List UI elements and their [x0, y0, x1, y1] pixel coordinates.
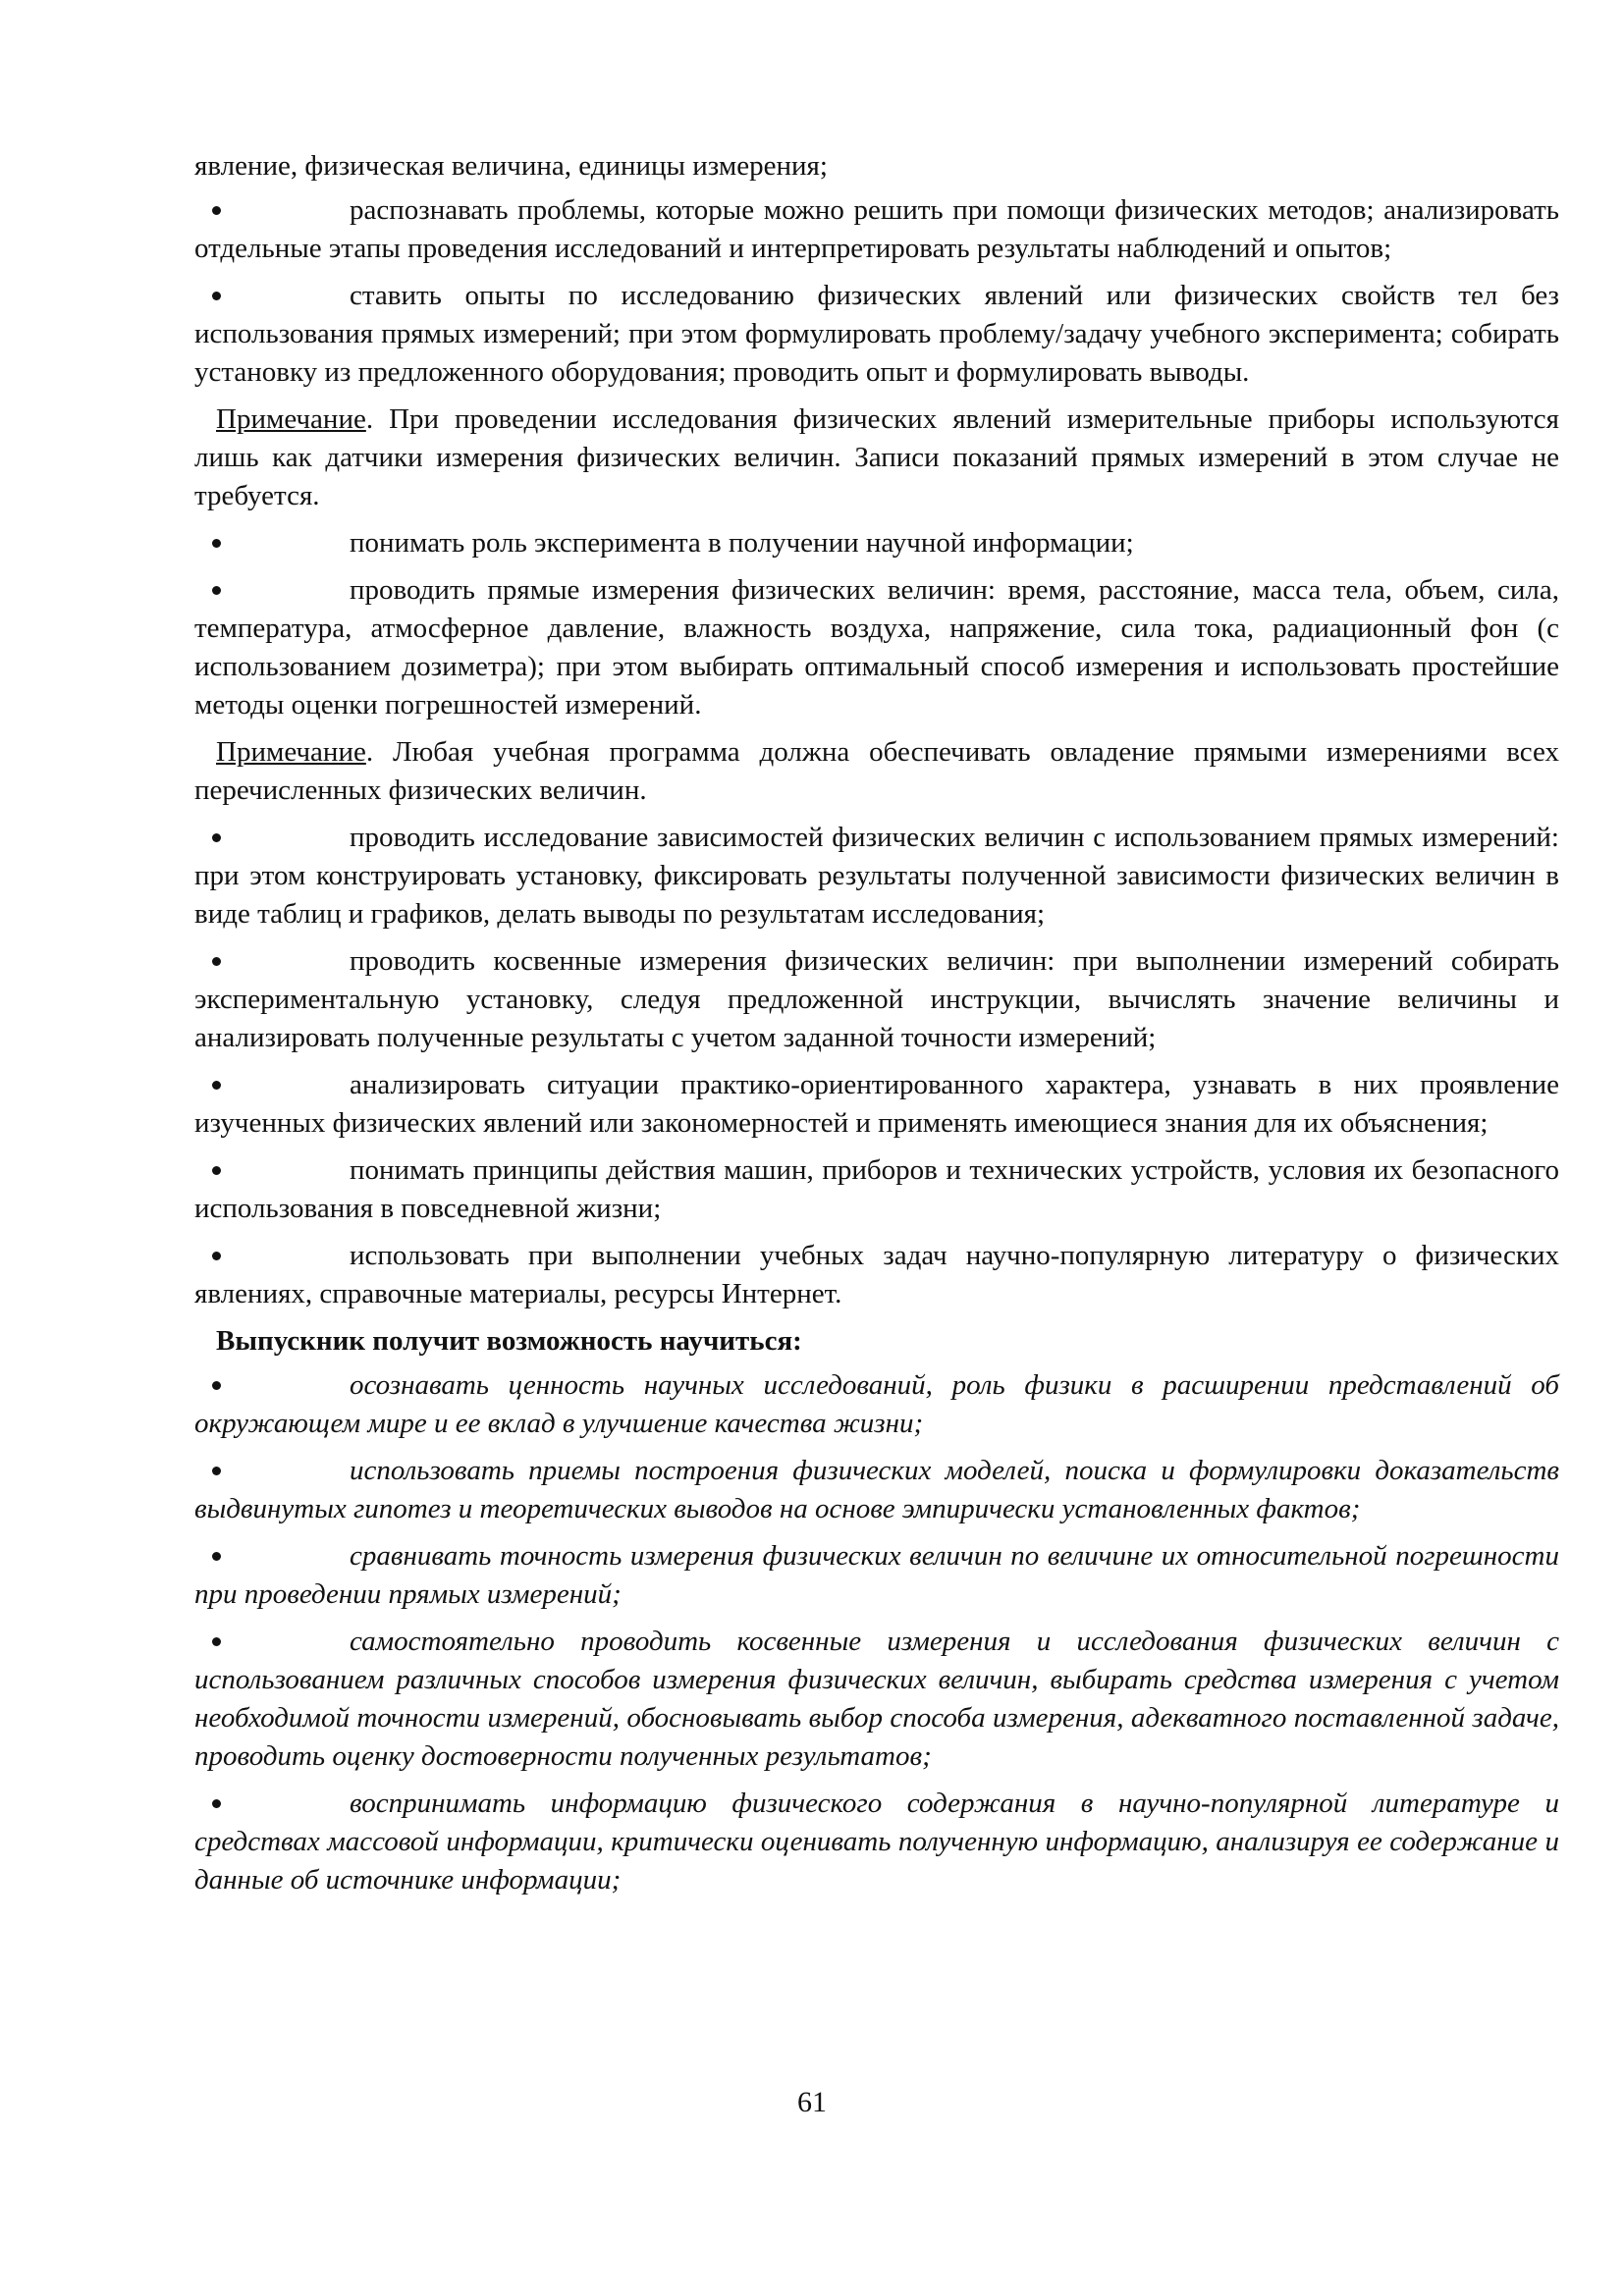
bullet-dot-icon	[212, 1467, 221, 1475]
bullet-text: понимать принципы действия машин, приборов и технических устройств, условия их безопасного использования в повседневной жизни;	[194, 1154, 1559, 1224]
page-content	[194, 147, 1559, 1908]
bullet-dot-icon	[212, 1252, 221, 1260]
bullet-text: воспринимать информацию физического содержания в научно-популярной литературе и средствах массовой информации, критически оценивать полученную информацию, анализируя ее содержание и данные об источнике информации;	[194, 1788, 1559, 1896]
bullet-item	[194, 277, 1559, 392]
bullet-text: использовать при выполнении учебных задач научно-популярную литературу о физических явлениях, справочные материалы, ресурсы Интернет.	[194, 1240, 1559, 1309]
note-label: Примечание	[216, 403, 366, 435]
bullet-item	[194, 1785, 1559, 1899]
note-text: . Любая учебная программа должна обеспечивать овладение прямыми измерениями всех перечисленных физических величин.	[194, 736, 1559, 806]
bullet-text: осознавать ценность научных исследований, роль физики в расширении представлений об окружающем мире и ее вклад в улучшение качества жизни;	[194, 1369, 1559, 1439]
bullet-item	[194, 571, 1559, 724]
bullet-item	[194, 524, 1559, 562]
section-heading: Выпускник получит возможность научиться:	[216, 1325, 802, 1357]
bullet-dot-icon	[212, 1381, 221, 1390]
bullet-dot-icon	[212, 206, 221, 215]
bullet-item	[194, 1537, 1559, 1614]
bullet-item	[194, 1452, 1559, 1528]
bullet-dot-icon	[212, 1552, 221, 1561]
bullet-text: понимать роль эксперимента в получении научной информации;	[350, 527, 1134, 559]
bullet-item	[194, 1066, 1559, 1143]
bullet-dot-icon	[212, 833, 221, 842]
bullet-dot-icon	[212, 957, 221, 966]
bullet-dot-icon	[212, 586, 221, 595]
bullet-text: использовать приемы построения физических моделей, поиска и формулировки доказательств выдвинутых гипотез и теоретических выводов на основе эмпирически установленных фактов;	[194, 1455, 1559, 1524]
bullet-item	[194, 191, 1559, 268]
note-paragraph	[194, 400, 1559, 515]
bullet-text: проводить косвенные измерения физических величин: при выполнении измерений собирать экспериментальную установку, следуя предложенной инструкции, вычислять значение величины и анализировать полученные результаты с учетом заданной точности измерений;	[194, 945, 1559, 1053]
bullet-text: анализировать ситуации практико-ориентированного характера, узнавать в них проявление изученных физических явлений или закономерностей и применять имеющиеся знания для их объяснения;	[194, 1069, 1559, 1139]
bullet-dot-icon	[212, 1081, 221, 1090]
bullet-dot-icon	[212, 1166, 221, 1175]
bullet-text: проводить прямые измерения физических величин: время, расстояние, масса тела, объем, сила, температура, атмосферное давление, влажность воздуха, напряжение, сила тока, радиационный фон (с использованием дозиметра); при этом выбирать оптимальный способ измерения и использовать простейшие методы оценки погрешностей измерений.	[194, 574, 1559, 721]
note-paragraph	[194, 733, 1559, 810]
bullet-text: распознавать проблемы, которые можно решить при помощи физических методов; анализировать отдельные этапы проведения исследований и интерпретировать результаты наблюдений и опытов;	[194, 194, 1559, 264]
note-text: . При проведении исследования физических явлений измерительные приборы используются лишь как датчики измерения физических величин. Записи показаний прямых измерений в этом случае не требуется.	[194, 403, 1559, 511]
bullet-text: самостоятельно проводить косвенные измерения и исследования физических величин с использованием различных способов измерения физических величин, выбирать средства измерения с учетом необходимой точности измерений, обосновывать выбор способа измерения, адекватного поставленной задаче, проводить оценку достоверности полученных результатов;	[194, 1626, 1559, 1772]
bullet-dot-icon	[212, 539, 221, 548]
bullet-text: сравнивать точность измерения физических величин по величине их относительной погрешности при проведении прямых измерений;	[194, 1540, 1559, 1610]
bullet-item	[194, 1151, 1559, 1228]
bullet-dot-icon	[212, 1799, 221, 1808]
note-label: Примечание	[216, 736, 366, 768]
bullet-item	[194, 1366, 1559, 1443]
bullet-item	[194, 819, 1559, 934]
bullet-item	[194, 942, 1559, 1057]
bullet-dot-icon	[212, 292, 221, 300]
bullet-item	[194, 1237, 1559, 1313]
bullet-text: ставить опыты по исследованию физических явлений или физических свойств тел без использования прямых измерений; при этом формулировать проблему/задачу учебного эксперимента; собирать установку из предложенного оборудования; проводить опыт и формулировать выводы.	[194, 280, 1559, 388]
bullet-text: проводить исследование зависимостей физических величин с использованием прямых измерений: при этом конструировать установку, фиксировать результаты полученной зависимости физических величин в виде таблиц и графиков, делать выводы по результатам исследования;	[194, 822, 1559, 930]
continuation-line: явление, физическая величина, единицы измерения;	[194, 150, 828, 182]
bullet-dot-icon	[212, 1637, 221, 1646]
bullet-item	[194, 1623, 1559, 1776]
page-number: 61	[797, 2086, 827, 2118]
